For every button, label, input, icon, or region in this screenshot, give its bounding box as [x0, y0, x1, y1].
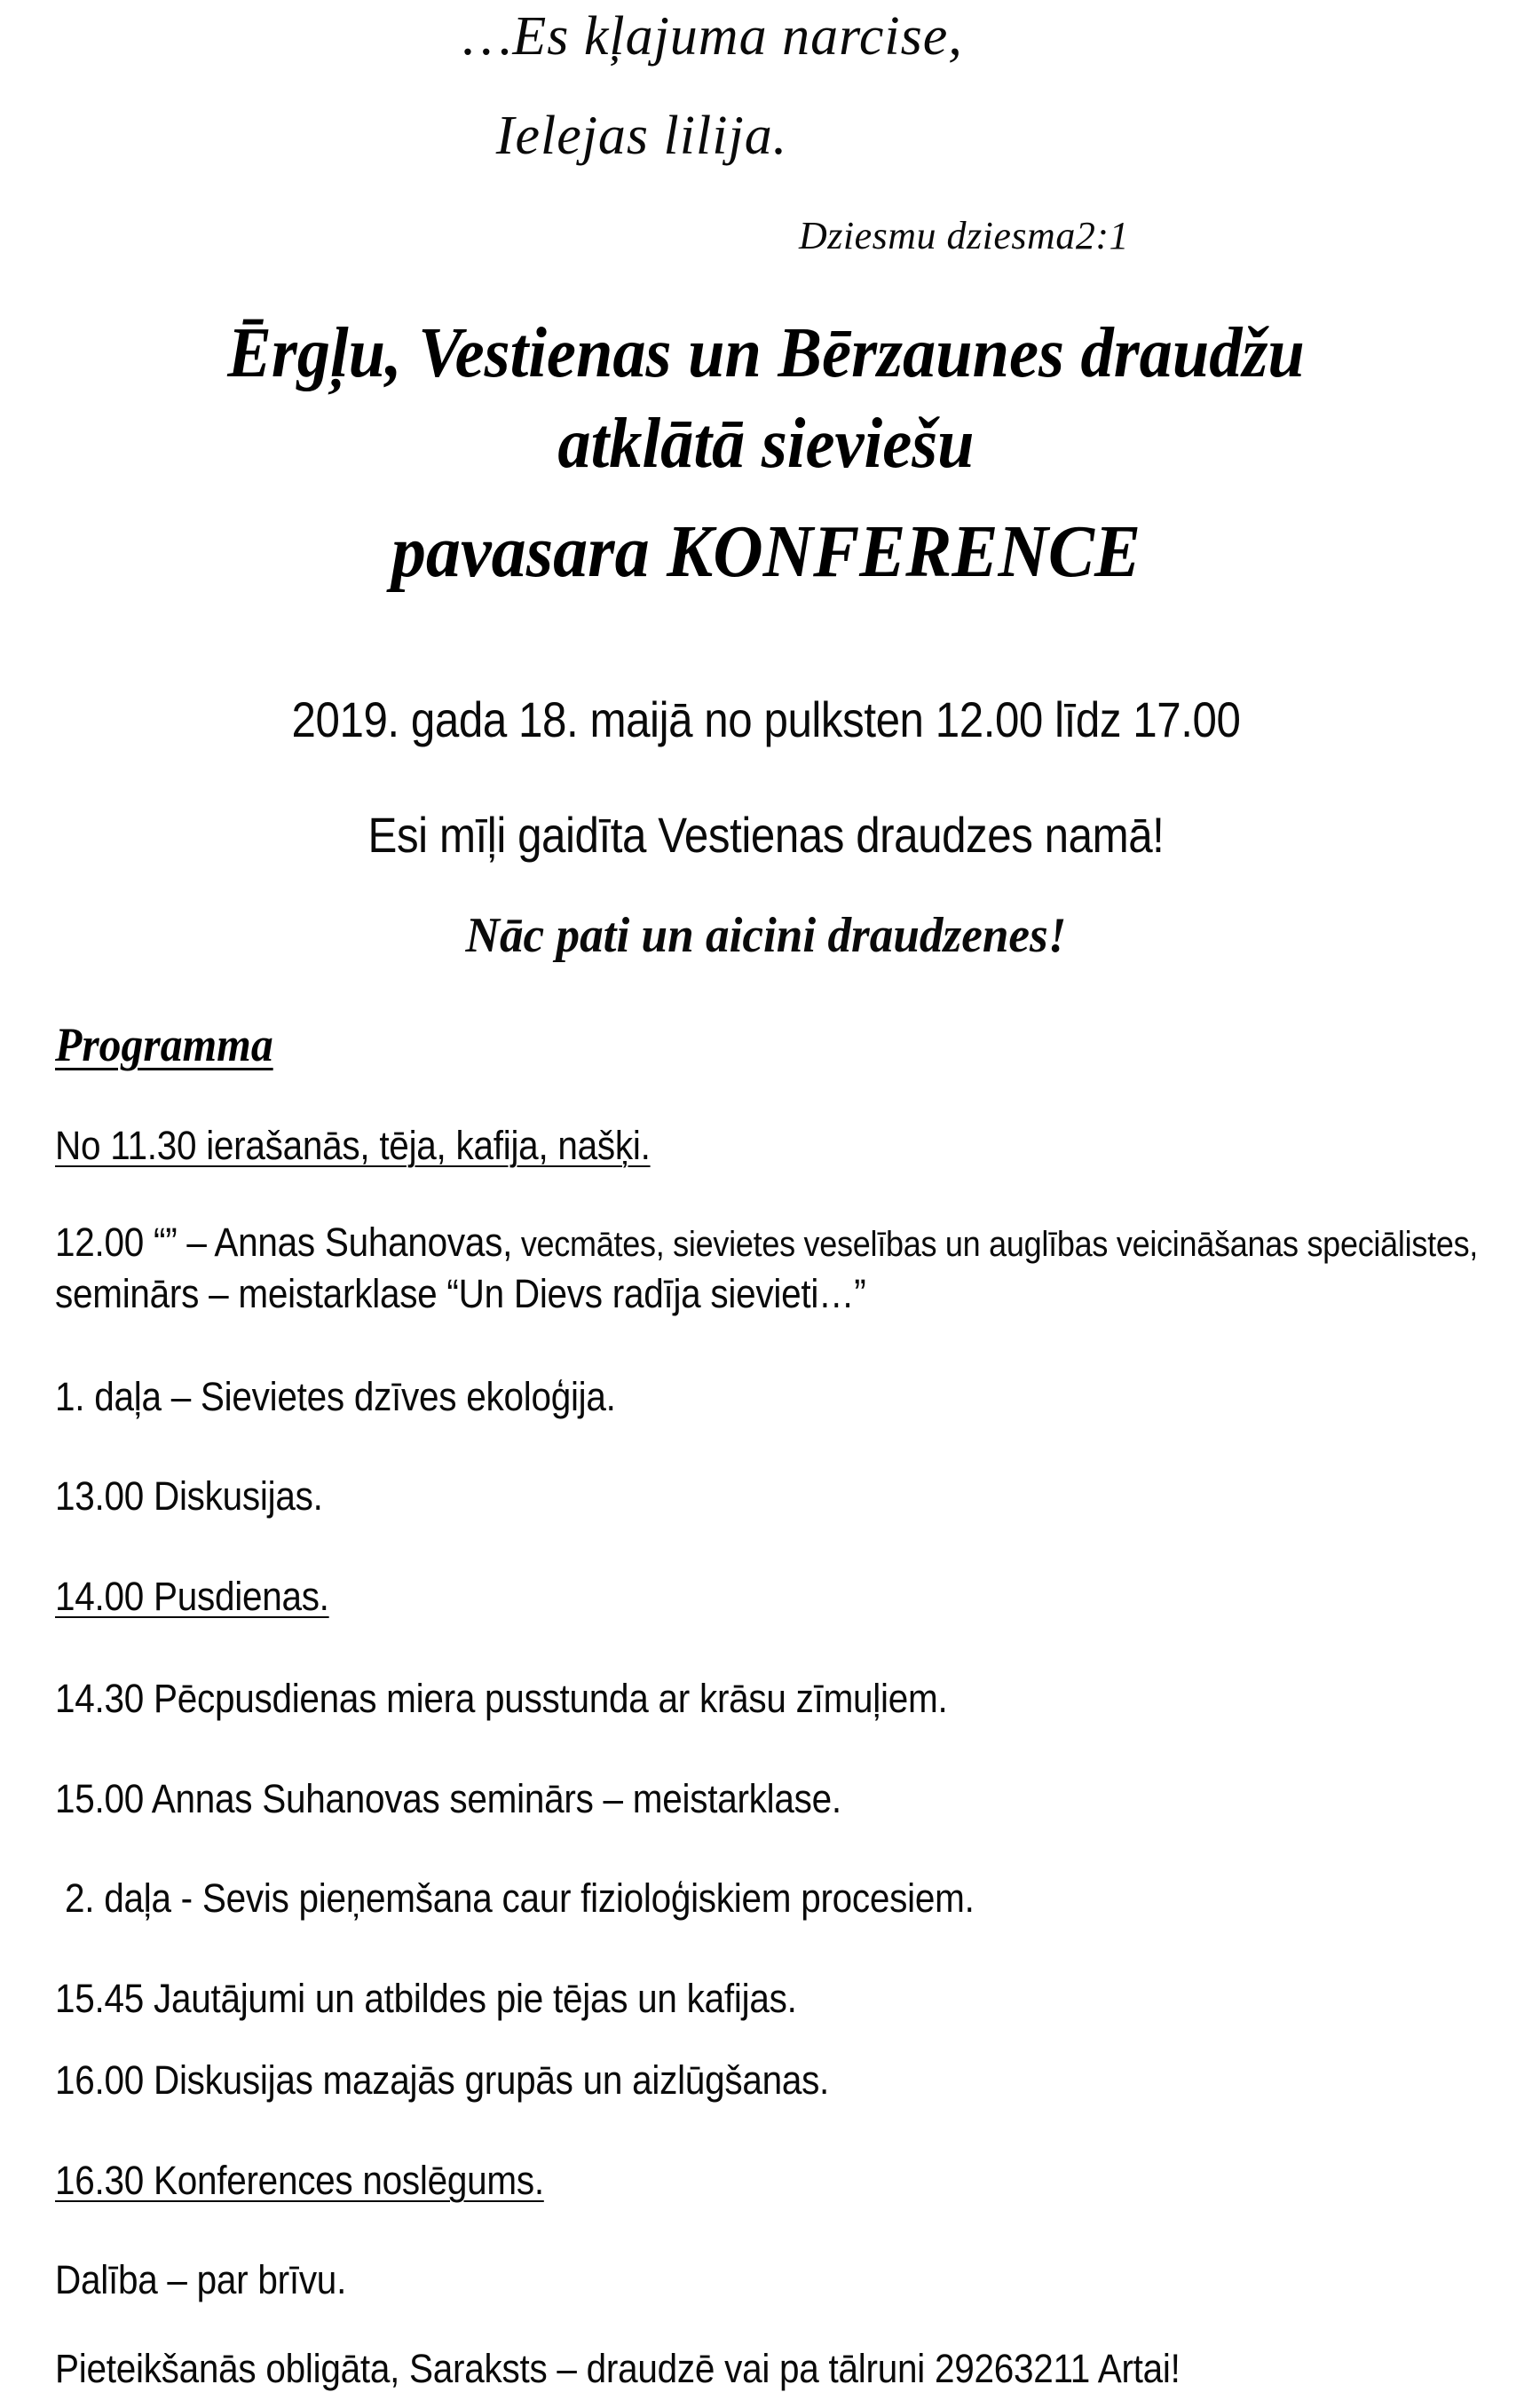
- epigraph-line-1: …Es kļajuma narcise,: [462, 6, 963, 67]
- program-item-seminar-1500: 15.00 Annas Suhanovas seminārs – meistarklase.: [55, 1776, 841, 1821]
- page-title: [0, 309, 1532, 596]
- program-item-seminar-main: 12.00 “” – Annas Suhanovas,: [55, 1220, 513, 1265]
- program-item-discussions-1300: 13.00 Diskusijas.: [55, 1473, 323, 1519]
- program-item-seminar-intro: [55, 1218, 1532, 1319]
- title-line-1: Ērgļu, Vestienas un Bērzaunes draudžu: [227, 314, 1305, 392]
- program-item-quiet-time: 14.30 Pēcpusdienas miera pusstunda ar krāsu zīmuļiem.: [55, 1676, 948, 1721]
- program-heading: Programma: [55, 1018, 273, 1071]
- program-item-seminar-title: seminārs – meistarklase “Un Dievs radīja sievieti…”: [55, 1220, 1489, 1316]
- program-item-questions: 15.45 Jautājumi un atbildes pie tējas un kafijas.: [55, 1976, 797, 2021]
- program-item-part-1: 1. daļa – Sievietes dzīves ekoloģija.: [55, 1374, 616, 1419]
- program-item-registration: Pieteikšanās obligāta, Saraksts – draudzē vai pa tālruni 29263211 Artai!: [55, 2346, 1181, 2391]
- event-location: Esi mīļi gaidīta Vestienas draudzes namā!: [367, 807, 1165, 863]
- program-item-fee: Dalība – par brīvu.: [55, 2257, 347, 2302]
- title-line-2: atklātā sieviešu: [557, 405, 975, 483]
- program-item-arrival: No 11.30 ierašanās, tēja, kafija, našķi.: [55, 1123, 651, 1168]
- event-invitation: Nāc pati un aicini draudzenes!: [465, 908, 1067, 963]
- program-item-part-2: 2. daļa - Sevis pieņemšana caur fizioloģiskiem procesiem.: [55, 1875, 975, 1921]
- epigraph-line-2: Ielejas lilija.: [495, 106, 788, 166]
- epigraph-reference: Dziesmu dziesma2:1: [799, 214, 1129, 257]
- program-item-closing: 16.30 Konferences noslēgums.: [55, 2158, 544, 2203]
- program-item-small-groups: 16.00 Diskusijas mazajās grupās un aizlūgšanas.: [55, 2057, 830, 2103]
- program-item-seminar-detail: vecmātes, sievietes veselības un auglības veicināšanas speciālistes,: [512, 1225, 1479, 1264]
- title-line-3: pavasara KONFERENCE: [391, 510, 1141, 593]
- program-item-lunch: 14.00 Pusdienas.: [55, 1574, 329, 1619]
- event-date-time: 2019. gada 18. maijā no pulksten 12.00 līdz 17.00: [291, 691, 1241, 747]
